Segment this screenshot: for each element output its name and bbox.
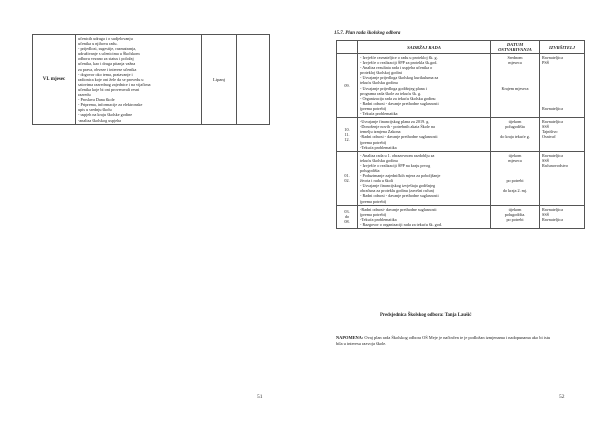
signature: Predsjednica Školskog odbora: Tanja Laušić <box>380 313 472 318</box>
cell-line: mjeseca <box>508 60 522 66</box>
cell-line: po potrebi <box>506 216 524 222</box>
cell-line: -Usvajanje financijskog plana za 2019. g. <box>360 119 430 125</box>
cell-line: temelju izmjena Zakona <box>360 129 401 135</box>
cell-line: -Radni odnosi - davanje prethodne suglasnosti <box>360 134 438 140</box>
activity-line: učenika koje bi oni proveravali resni <box>78 86 140 92</box>
activity-line: učenicih udruga i o sudjelovanju <box>78 36 133 41</box>
cell-line: (prema potrebi) <box>360 198 387 204</box>
month-cell: 10. 11. 12. <box>337 118 358 152</box>
cell-line: SSŠ <box>542 211 549 217</box>
activities-cell <box>358 205 491 228</box>
date-cell <box>491 205 540 228</box>
cell-line: obračuna za proteklu godinu (završni račun) <box>360 188 435 194</box>
page-number: 52 <box>559 394 565 400</box>
performer-cell <box>540 118 585 152</box>
cell-line: -Radni odnosi- davanje prethodne suglasnosti <box>360 206 437 212</box>
date-cell <box>491 54 540 118</box>
cell-line: Srednom <box>507 55 523 60</box>
cell-line: Ravnateljica <box>542 206 563 212</box>
cell-line: SSŠ <box>542 157 549 163</box>
cell-line: protekloj školskoj godini <box>360 70 402 76</box>
note-text: Ovaj plan rada Školskog odbora OŠ Meje je načinčen te je podložan izmjenama i nadopunama ako bi istu bila u interesu razvoja škole. <box>336 335 551 346</box>
cell-line: mjeseca <box>508 157 522 163</box>
activity-line: - uspjeh na kraju školske godine <box>78 112 133 118</box>
performer-cell <box>540 151 585 205</box>
cell-line: Ravnateljica <box>542 119 563 125</box>
table-row <box>337 205 585 228</box>
cell-line: - Usvajanje prijedloga školskog kurikuluma za <box>360 75 439 81</box>
cell-line: Ravnateljica <box>542 105 563 111</box>
cell-line: polugodišta <box>360 167 380 173</box>
cell-line: - Usvajanje prijedloga godišnjeg plana i <box>360 85 427 91</box>
cell-line: - Analiza rezultata rada i uspjeha učenika o <box>360 65 433 71</box>
cell-line: Osnivač <box>542 134 556 140</box>
activity-line: učenika, kao i druga pitanja važna <box>78 61 136 67</box>
month-header <box>337 41 358 54</box>
cell-line: PSŠ <box>542 60 549 66</box>
cell-line: -Tekuća problematika <box>360 144 397 150</box>
activity-line: satovima razrednog zajednice i na vijačima <box>78 81 151 87</box>
cell-line: - Izvješće ravnateljice o radu u protekloj šk. g. <box>360 55 438 60</box>
cell-line: - Poduzimanje zajedničkih mjera za poboljšanje <box>360 173 441 179</box>
activity-line: radionica koje oni žele da se provedu u <box>78 76 144 82</box>
month-cell: Lipanj <box>202 35 237 125</box>
left-plan-table <box>32 34 270 125</box>
page-number: 51 <box>257 394 263 400</box>
cell-line: tijekom <box>508 206 522 212</box>
activities-cell <box>76 35 202 125</box>
row-month-label: VI. mjesec <box>33 35 76 125</box>
cell-line: tijekom <box>508 152 522 158</box>
cell-line: života i rada u školi <box>360 178 394 184</box>
date-cell <box>491 151 540 205</box>
table-row <box>337 54 585 118</box>
activities-cell <box>358 151 491 205</box>
cell-line: (prema potrebi) <box>360 211 387 217</box>
school-board-plan-table <box>336 40 585 229</box>
activity-line: razredu <box>78 92 91 98</box>
table-row <box>337 118 585 152</box>
cell-line: Krajem mjeseca <box>501 85 529 91</box>
cell-line: Računovodstvo <box>542 162 569 168</box>
date-cell <box>491 118 540 152</box>
activities-cell <box>358 118 491 152</box>
cell-line: tekuću školsku godinu <box>360 80 398 86</box>
activity-line: učenika u njihovu radu. <box>78 41 118 47</box>
activities-header: SADRŽAJ RADA <box>358 41 491 54</box>
cell-line: Tajništvo <box>542 129 558 135</box>
activities-cell <box>358 54 491 118</box>
cell-line: -Donošenje novih - potrebnih akata Škole na <box>360 124 435 130</box>
cell-line: Ravnateljica <box>542 152 563 158</box>
cell-line: do kraja 2. mj. <box>502 188 528 194</box>
cell-line: po potrebi <box>506 178 524 184</box>
activity-line: udruživanje s učenicima u Školskom <box>78 51 140 57</box>
activity-line: - Priprema, informacije za elektronske <box>78 102 143 108</box>
month-cell: 03. do 08. <box>337 205 358 228</box>
cell-line: - Tekuća problematika <box>360 111 398 117</box>
header-row <box>337 41 585 54</box>
cell-line: (prema potrebi) <box>360 139 387 145</box>
note <box>336 335 556 347</box>
empty-cell <box>237 35 270 125</box>
activity-line: - dogovor oko tema, pratavanje i <box>78 71 133 77</box>
cell-line: - Analiza rada u 1. obrazovnom razdoblju za <box>360 152 435 158</box>
activity-line: -analiza školskog uspjeha <box>78 117 122 123</box>
cell-line: Ravnateljica <box>542 216 563 222</box>
activity-line: - prijedlozi, sugestije, razmatranja, <box>78 46 137 52</box>
cell-line: - Izvješće o realizaciji ŠPP za protekla šk.god. <box>360 60 438 66</box>
table-row <box>337 151 585 205</box>
cell-line: - Organizacija rada za tekuću školsku godinu <box>360 95 436 101</box>
activity-line: upis u srednju školu <box>78 107 112 113</box>
cell-line: Ravnateljica <box>542 55 563 60</box>
activity-line: - Proslava Dana škole <box>78 97 115 103</box>
month-cell: 01. 02. <box>337 151 358 205</box>
activity-line: za prava, obveze i interese učenika <box>78 66 137 72</box>
cell-line: - Radni odnosi - davanje prethodne suglasnosti <box>360 193 439 199</box>
cell-line: tijekom <box>508 119 522 125</box>
cell-line: polugodišta. <box>504 211 526 217</box>
cell-line: do kraja tekuće g. <box>500 134 530 140</box>
date-header: DATUM OSTVARIVANJA <box>491 41 540 54</box>
cell-line: polugodišta <box>505 124 525 130</box>
performer-header: IZVRŠITELJ <box>540 41 585 54</box>
performer-cell <box>540 205 585 228</box>
note-label: NAPOMENA: <box>336 335 364 340</box>
cell-line: - Izvješće o realizaciji ŠPP na kraju prvog <box>360 162 431 168</box>
cell-line: - Usvajanje financijskog izvještaja godišnjeg <box>360 183 436 189</box>
cell-line: -Tekuća problematika <box>360 216 397 222</box>
month-cell: 09. <box>337 54 358 118</box>
cell-line: SSŠ <box>542 124 549 130</box>
cell-line: tekuću školsku godinu <box>360 157 398 163</box>
section-title: 15.7. Plan rada školskog odbora <box>334 31 401 36</box>
cell-line: - Razgovor o organizaciji rada za tekuću šk. god. <box>360 221 443 227</box>
cell-line: (prema potrebi) <box>360 105 387 111</box>
performer-cell <box>540 54 585 118</box>
cell-line: - Radni odnosi - davanje prethodne suglasnosti <box>360 100 439 106</box>
activity-line: odboru vezano za status i položaj <box>78 56 134 62</box>
cell-line: programa rada škole za tekuću šk. g. <box>360 90 422 96</box>
table-row <box>33 35 270 125</box>
